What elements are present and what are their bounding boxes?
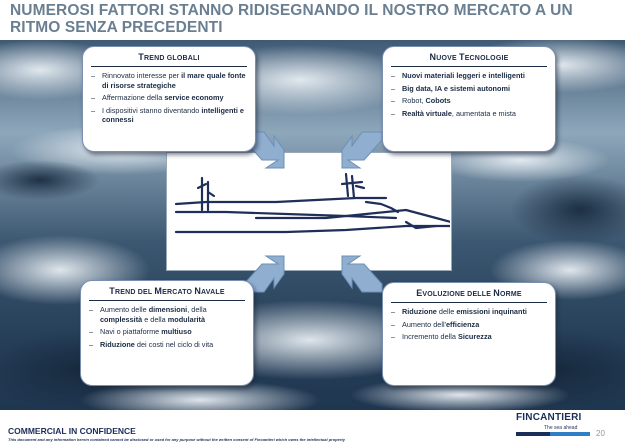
divider bbox=[91, 66, 247, 67]
divider bbox=[391, 302, 547, 303]
list-item: – Rinnovato interesse per il mare quale fonte di risorse strategiche bbox=[91, 71, 247, 90]
nuove-tecnologie-box bbox=[382, 46, 556, 152]
logo-text: FINCANTIERI bbox=[516, 412, 582, 423]
logo-tagline: The sea ahead bbox=[544, 425, 578, 431]
slide-title: NUMEROSI FATTORI STANNO RIDISEGNANDO IL NOSTRO MERCATO A UN RITMO SENZA PRECEDENTI bbox=[10, 2, 573, 36]
list-item: – Aumento delle dimensioni, della complessità e della modularità bbox=[89, 305, 245, 324]
confidential-label: COMMERCIAL IN CONFIDENCE bbox=[8, 426, 136, 436]
list-item: – Aumento dell'efficienza bbox=[391, 320, 547, 330]
fincantieri-logo bbox=[516, 412, 582, 434]
arrow-top-right-icon bbox=[338, 128, 386, 172]
trend-mercato-navale-title: TREND DEL MERCATO NAVALE bbox=[109, 286, 225, 296]
list-item: – Riduzione delle emissioni inquinanti bbox=[391, 307, 547, 317]
list-item: – Robot, Cobots bbox=[391, 96, 547, 106]
list-item: – Riduzione dei costi nel ciclo di vita bbox=[89, 340, 245, 350]
logo-color-bar bbox=[516, 432, 590, 436]
ship-hull-sketch-icon bbox=[166, 152, 450, 269]
nuove-tecnologie-title: NUOVE TECNOLOGIE bbox=[429, 52, 509, 62]
disclaimer-text: This document and any information herein contained cannot be disclosed or used for any purpose without the written consent of Fincantieri which owns the intellectual property bbox=[8, 437, 345, 442]
trend-mercato-navale-box bbox=[80, 280, 254, 386]
list-item: – Affermazione della service economy bbox=[91, 93, 247, 103]
arrow-bottom-right-icon bbox=[338, 252, 386, 296]
page-number: 20 bbox=[596, 429, 605, 438]
trend-globali-box bbox=[82, 46, 256, 152]
list-item: – Big data, IA e sistemi autonomi bbox=[391, 84, 547, 94]
divider bbox=[89, 300, 245, 301]
list-item: – Nuovi materiali leggeri e intelligenti bbox=[391, 71, 547, 81]
trend-globali-title: TREND GLOBALI bbox=[138, 52, 200, 62]
list-item: – I dispositivi stanno diventando intelligenti e connessi bbox=[91, 106, 247, 125]
evoluzione-norme-title: EVOLUZIONE DELLE NORME bbox=[416, 288, 522, 298]
evoluzione-norme-box bbox=[382, 282, 556, 386]
divider bbox=[391, 66, 547, 67]
list-item: – Realtà virtuale, aumentata e mista bbox=[391, 109, 547, 119]
list-item: – Incremento della Sicurezza bbox=[391, 332, 547, 342]
list-item: – Navi o piattaforme multiuso bbox=[89, 327, 245, 337]
